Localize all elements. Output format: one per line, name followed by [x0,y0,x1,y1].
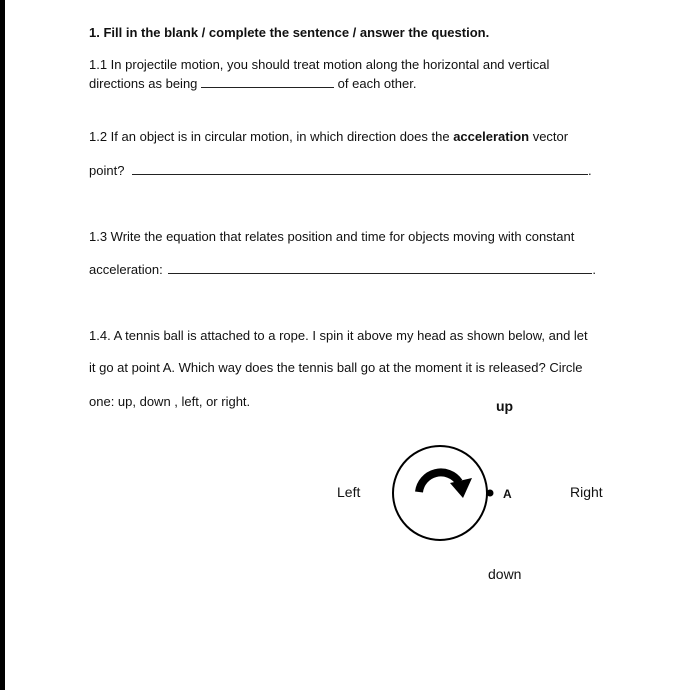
q1-2-line1-start: 1.2 If an object is in circular motion, in which direction does the [89,129,450,144]
q1-4-line2: it go at point A. Which way does the tennis ball go at the moment it is released? Circle [89,360,583,375]
q1-4-line3: one: up, down , left, or right. [89,394,251,409]
direction-left-label[interactable]: Left [337,484,361,500]
q1-1-answer-blank[interactable] [201,76,334,88]
q1-2-line1-end: vector [532,129,569,144]
rotation-arrow-arc [419,472,459,492]
q1-2-period: . [588,163,592,178]
q1-2-line2 [89,163,592,179]
q1-4-line1: 1.4. A tennis ball is attached to a rope. I spin it above my head as shown below, and let [89,328,588,343]
direction-up-label[interactable]: up [496,398,514,414]
q1-1-line2 [89,76,416,92]
q1-3-line2 [89,262,596,278]
q1-2-answer-blank[interactable] [132,163,588,175]
point-a-label: A [503,487,512,501]
q1-2-line1 [89,129,568,145]
direction-down-label[interactable]: down [488,566,522,582]
page-left-edge [0,0,5,690]
q1-3-line1: 1.3 Write the equation that relates position and time for objects moving with constant [89,229,575,244]
point-a-dot [487,490,494,497]
q1-1-line1: 1.1 In projectile motion, you should treat motion along the horizontal and vertical [89,57,550,72]
q1-3-answer-blank[interactable] [168,262,592,274]
q1-2-point-label: point? [89,163,125,178]
q1-1-line2-end: of each other. [337,76,417,91]
circular-path [393,446,487,540]
q1-3-acceleration-label: acceleration: [89,262,163,277]
q1-3-period: . [592,262,596,277]
section-title: 1. Fill in the blank / complete the sentence / answer the question. [89,25,490,40]
q1-2-acceleration-bold: acceleration [453,129,530,144]
circular-motion-diagram [385,442,505,552]
q1-1-line2-start: directions as being [89,76,198,91]
direction-right-label[interactable]: Right [570,484,603,500]
